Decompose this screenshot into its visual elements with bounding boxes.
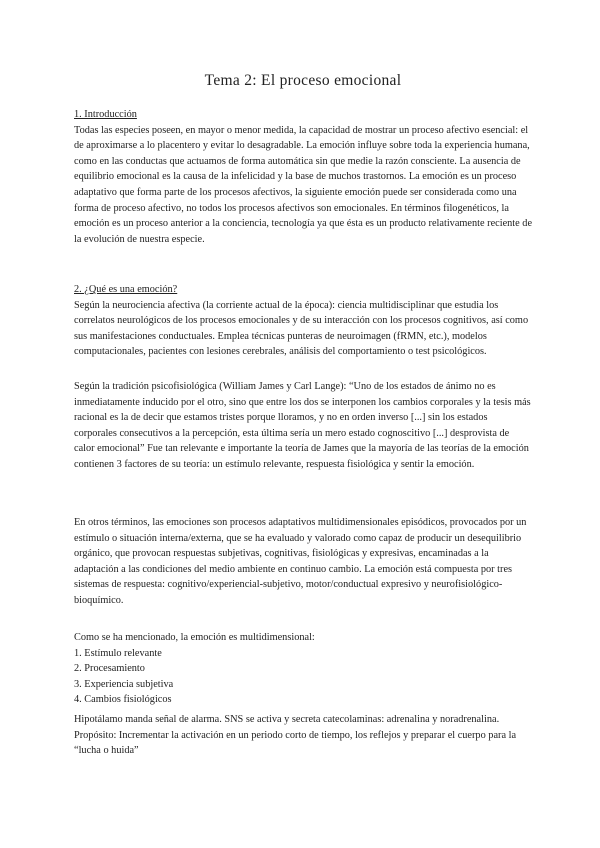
section-body-que-es-emocion: Según la neurociencia afectiva (la corriente actual de la época): ciencia multidisciplinar que estudia los correlatos neurológicos de los procesos emocionales y de su interacción con los procesos cognitivos, así como sus manifestaciones conductuales. Emplea técnicas punteras de neuroimagen (fRMN, etc.), modelos computacionales, pacientes con lesiones cerebrales, análisis del comportamiento o test psicológicos. [74,299,529,358]
paragraph-james-lange: Según la tradición psicofisiológica (William James y Carl Lange): “Uno de los estados de ánimo no es inmediatamente inducido por el otro, sino que entre los dos se interponen los cambios corporales y la tesis más racional es la de decir que estamos tristes porque lloramos, y no en orden inverso [...] sin los estados corporales consecutivos a la percepción, esta última sería un mero estado cognoscitivo [...] desprovista de calor emocional” Fue tan relevante e importante la teoría de James que la mayoría de las teorías de la emoción contienen 3 factores de su teoría: un estímulo relevante, respuesta fisiológica y sentir la emoción. [74,381,531,470]
section-body-introduccion: Todas las especies poseen, en mayor o menor medida, la capacidad de mostrar un proceso afectivo esencial: el de aproximarse a lo placentero y evitar lo desagradable. La emoción influye sobre toda la experiencia humana, como en las conductas que actuamos de forma automática sin que medie la razón consciente. La ausencia de equilibrio emocional es la causa de la infelicidad y la base de muchos trastornos. La emoción es un proceso adaptativo que forma parte de los procesos afectivos, la siguiente emoción puede ser considerada como una forma de proceso afectivo, no todos los procesos afectivos son emocionales. En términos filogenéticos, la emoción es un proceso anterior a la conciencia, tecnología ya que ésta es un producto relativamente reciente de la evolución de nuestra especie. [74,124,533,245]
section-heading-que-es-emocion: 2. ¿Qué es una emoción? [74,284,178,295]
list-item: 2. Procesamiento [74,663,145,675]
paragraph-hipotalamo: Hipotálamo manda señal de alarma. SNS se activa y secreta catecolaminas: adrenalina y noradrenalina. Propósito: Incrementar la activación en un periodo corto de tiempo, los reflejos y preparar el cuerpo para la “lucha o huida” [74,714,517,757]
section-que-es-emocion [74,282,532,360]
multidimensional-block [74,630,532,708]
section-introduccion [74,107,532,247]
paragraph-otros-terminos: En otros términos, las emociones son procesos adaptativos multidimensionales episódicos, provocados por un estímulo o situación interna/externa, que se ha evaluado y valorado como capaz de producir un desequilibrio orgánico, que provocan respuestas subjetivas, cognitivas, fisiológicas y expresivas, encaminadas a la adaptación a las condiciones del medio ambiente en continuo cambio. La emoción está compuesta por tres sistemas de respuesta: cognitivo/experiencial-subjetivo, motor/conductual expresivo y neurofisiológico-bioquímico. [74,517,527,606]
list-item: 3. Experiencia subjetiva [74,678,174,690]
paragraph-multidimensional-intro: Como se ha mencionado, la emoción es multidimensional: [74,632,315,643]
list-item: 4. Cambios fisiológicos [74,694,172,706]
dimension-list [74,646,532,708]
section-heading-introduccion: 1. Introducción [74,109,137,120]
page-title: Tema 2: El proceso emocional [204,72,402,89]
list-item: 1. Estímulo relevante [74,647,162,659]
